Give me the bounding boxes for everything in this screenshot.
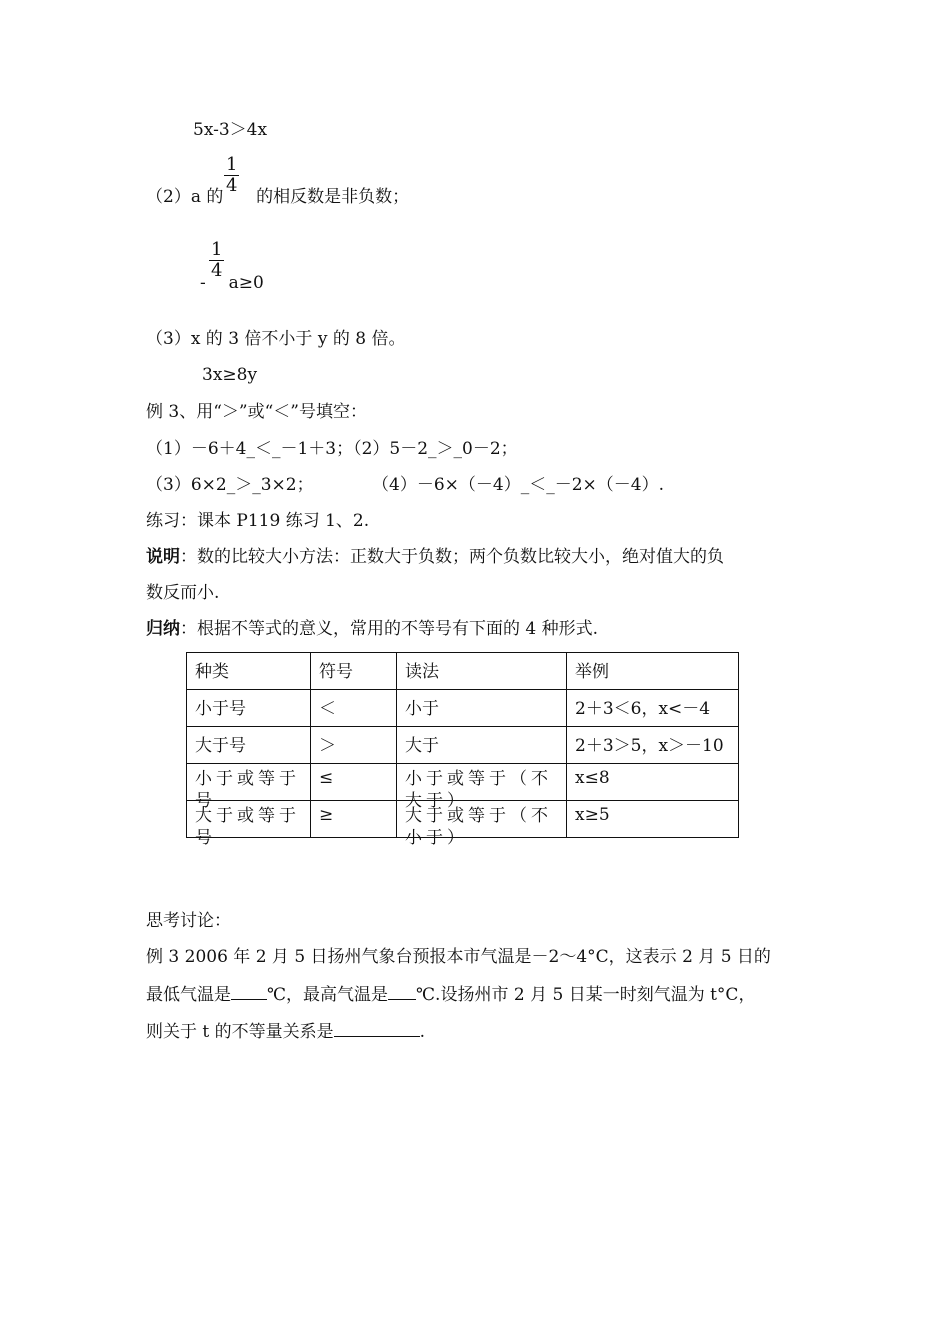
table-cell: x≤8 <box>567 764 739 801</box>
equation-line-1: 5x-3＞4x <box>193 120 268 140</box>
inequality-sign-table <box>186 652 739 848</box>
discussion-line-2: 最低气温是 ℃，最高气温是 ℃.设扬州市 2 月 5 日某一时刻气温为 t°C， <box>146 985 756 1005</box>
question-2-prefix: （2）a 的 <box>146 187 224 207</box>
equation-line-2: - a≥0 <box>200 273 264 293</box>
table-cell: ＞ <box>311 727 397 764</box>
explanation-line-1: 说明：数的比较大小方法：正数大于负数；两个负数比较大小，绝对值大的负 <box>146 547 724 567</box>
table-cell: 小于号 <box>187 690 311 727</box>
table-cell: ＜ <box>311 690 397 727</box>
table-cell: 大于或等于（不小于） <box>397 801 567 838</box>
table-cell: 2＋3＞5，x＞－10 <box>567 727 739 764</box>
question-3: （3）x 的 3 倍不小于 y 的 8 倍。 <box>146 329 406 349</box>
table-cell: ≤ <box>311 764 397 801</box>
table-header: 种类 <box>187 653 311 690</box>
fraction-one-quarter-b: $\frac{1}{4}$ <box>211 239 223 281</box>
table-cell: 小于 <box>397 690 567 727</box>
table-cell: ≥ <box>311 801 397 838</box>
table-cell: 大于或等于号 <box>187 801 311 838</box>
summary-line: 归纳：根据不等式的意义，常用的不等号有下面的 4 种形式. <box>146 619 599 639</box>
table-cell: 大于号 <box>187 727 311 764</box>
table-cell: 小于或等于（不大于） <box>397 764 567 801</box>
example-3-item-3: （3）6×2_＞_3×2； <box>146 475 314 495</box>
fraction-one-quarter-a: $\frac{1}{4}$ <box>226 154 238 196</box>
table-header: 读法 <box>397 653 567 690</box>
table-row <box>187 764 739 801</box>
table-header-row <box>187 653 739 690</box>
table-row <box>187 727 739 764</box>
table-cell: x≥5 <box>567 801 739 838</box>
answer-blank[interactable] <box>388 983 416 1000</box>
exercise-line: 练习：课本 P119 练习 1、2. <box>146 511 370 531</box>
example-3-items-1-2: （1）－6＋4_＜_－1＋3；（2）5－2_＞_0－2； <box>146 439 518 459</box>
table-row <box>187 801 739 838</box>
explanation-line-2: 数反而小. <box>146 583 220 603</box>
table-cell: 大于 <box>397 727 567 764</box>
discussion-line-3: 则关于 t 的不等量关系是 . <box>146 1022 426 1042</box>
example-3-item-4: （4）－6×（－4）_＜_－2×（－4）. <box>372 475 664 495</box>
table-row <box>187 690 739 727</box>
table-header: 举例 <box>567 653 739 690</box>
discussion-heading: 思考讨论： <box>146 911 231 931</box>
equation-line-3: 3x≥8y <box>202 365 258 385</box>
table-cell: 小于或等于号 <box>187 764 311 801</box>
example-3-heading: 例 3、用“＞”或“＜”号填空： <box>146 402 367 422</box>
answer-blank[interactable] <box>231 983 267 1000</box>
table-cell: 2＋3＜6，x<－4 <box>567 690 739 727</box>
table-header: 符号 <box>311 653 397 690</box>
question-2-suffix: 的相反数是非负数； <box>256 187 410 207</box>
discussion-line-1: 例 3 2006 年 2 月 5 日扬州气象台预报本市气温是－2～4°C，这表示 2 月 5 日的 <box>146 947 771 967</box>
question-2 <box>146 186 409 208</box>
answer-blank[interactable] <box>334 1020 420 1037</box>
